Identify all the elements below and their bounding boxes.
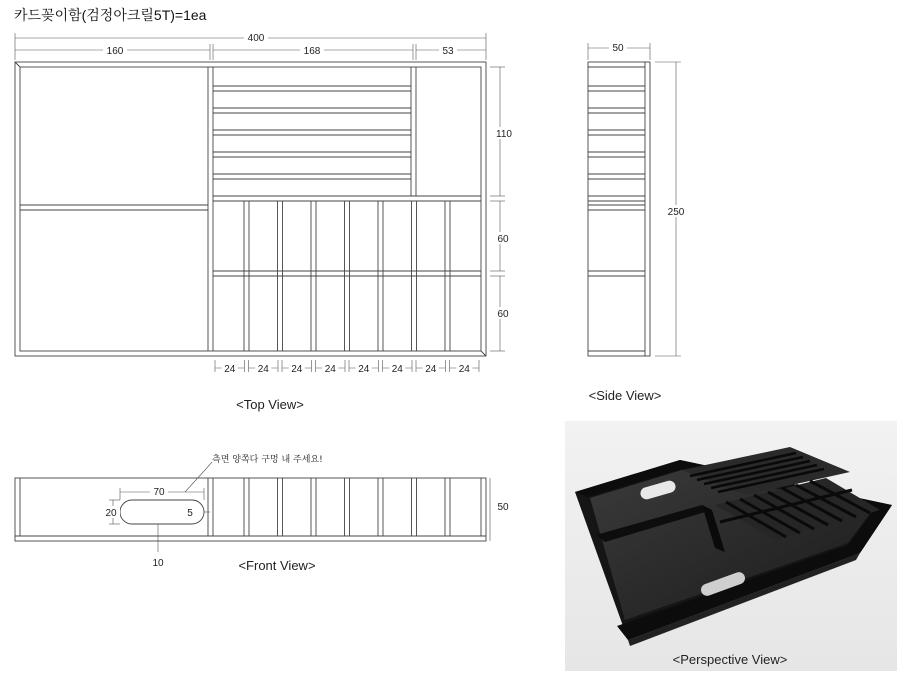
slot-width-label: 24: [425, 364, 437, 375]
hole-note: 측면 양쪽다 구멍 내 주세요!: [212, 455, 323, 465]
dim-total-width: 400: [247, 33, 265, 44]
dim-hole-length: 70: [153, 487, 165, 498]
slot-width-label: 24: [391, 364, 403, 375]
slot-width-label: 24: [458, 364, 470, 375]
dim-front-height: 50: [497, 502, 509, 513]
dim-side-depth: 50: [612, 43, 624, 54]
dim-right-width: 53: [442, 46, 454, 57]
perspective-view-caption: <Perspective View>: [672, 652, 788, 667]
dim-upper-height: 110: [496, 129, 512, 140]
perspective-render: [565, 421, 897, 671]
slot-width-label: 24: [358, 364, 370, 375]
dim-middle-width: 168: [303, 46, 321, 57]
slot-width-label: 24: [257, 364, 269, 375]
dim-hole-edge: 5: [187, 508, 193, 519]
dim-hole-bottom: 10: [152, 558, 164, 569]
dim-left-width: 160: [106, 46, 124, 57]
side-view-caption: <Side View>: [588, 388, 662, 403]
top-view-caption: <Top View>: [236, 397, 304, 412]
side-view: [588, 43, 681, 356]
slot-dimension-row: [215, 360, 479, 372]
dim-lower-height: 60: [497, 309, 509, 320]
dim-hole-height: 20: [105, 508, 117, 519]
slot-width-label: 24: [291, 364, 303, 375]
dim-side-height: 250: [667, 207, 685, 218]
front-view: [15, 462, 490, 552]
slot-width-label: 24: [324, 364, 336, 375]
front-view-caption: <Front View>: [238, 558, 316, 573]
dim-mid-height: 60: [497, 234, 509, 245]
top-view: [15, 33, 486, 356]
slot-width-label: 24: [224, 364, 236, 375]
drawing-title: 카드꽂이함(검정아크릴5T)=1ea: [14, 7, 207, 23]
